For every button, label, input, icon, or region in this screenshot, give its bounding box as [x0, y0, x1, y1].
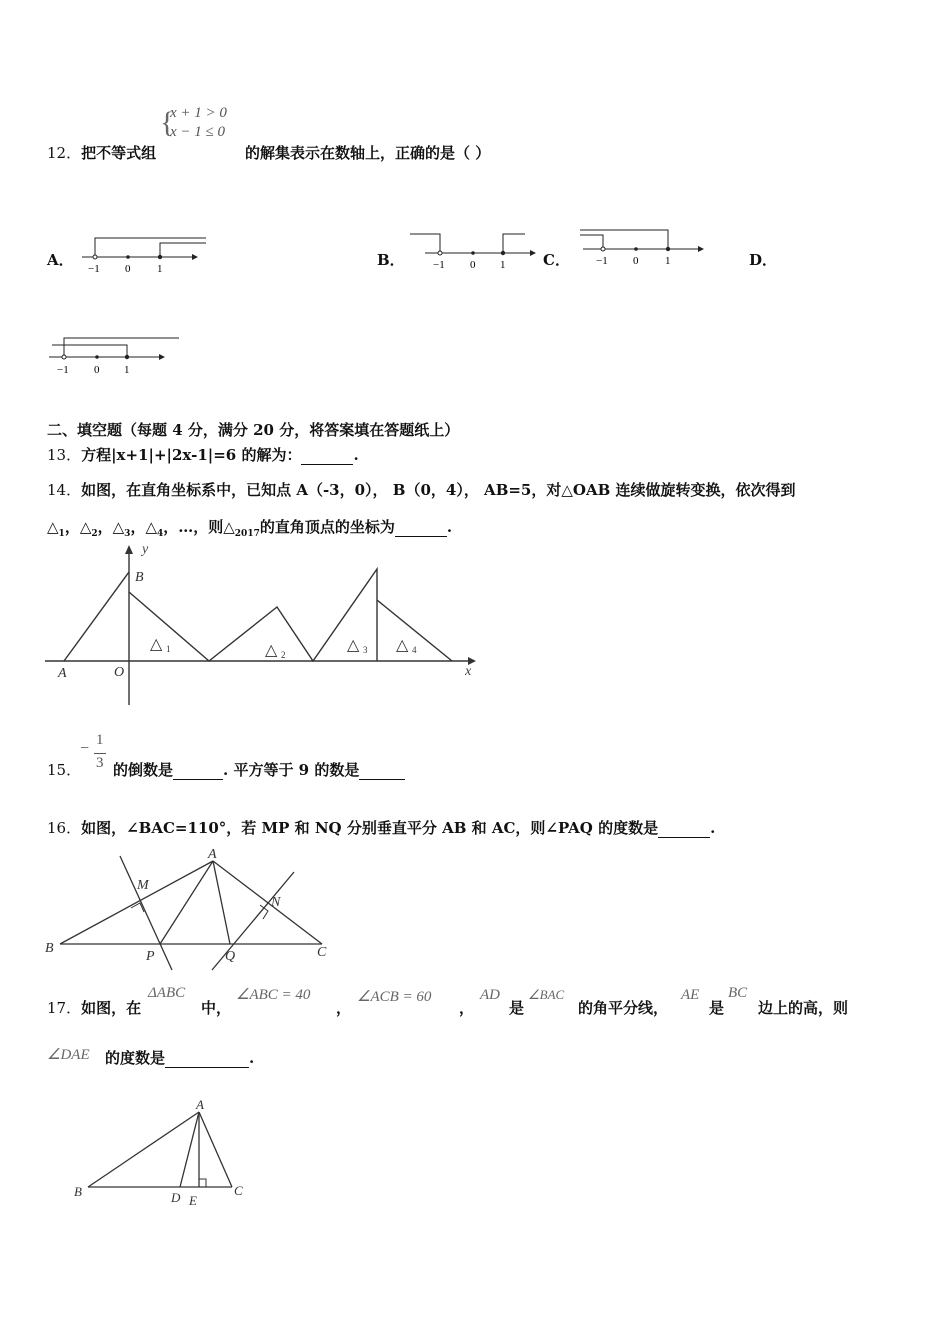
svg-text:1: 1 — [665, 255, 671, 267]
q14-line2: $\triangle_1$，$\triangle_2$，$\triangle_3$，$\triangle_4$，…，则$\triangle_{2017}$的直角顶点的坐标为 . — [47, 518, 453, 539]
fig14-x-label: x — [465, 664, 472, 679]
q12-option-c-label: C． — [543, 251, 570, 269]
q15-blank-1[interactable] — [173, 761, 223, 780]
fig17-point-e: E — [189, 1193, 197, 1208]
section2-heading: 二、填空题（每题 4 分，满分 20 分，将答案填在答题纸上） — [47, 421, 460, 439]
q15-number: 15． — [47, 761, 82, 779]
svg-text:0: 0 — [94, 364, 100, 376]
q13-number: 13． — [47, 446, 82, 464]
q15-fraction: − 1 3 — [80, 732, 112, 778]
q17-math-ae: AE — [681, 987, 700, 1003]
q17-math-angle-bac: ∠BAC — [528, 987, 565, 1002]
q13-line: 13．方程|x+1|+|2x-1|=6 的解为： . — [47, 446, 359, 464]
q17-math-angle-dae: ∠DAE — [47, 1047, 90, 1063]
fig17-point-b: B — [74, 1184, 82, 1199]
fig14-tri1: △ — [150, 636, 163, 653]
fig16-point-m: M — [137, 878, 149, 893]
svg-text:1: 1 — [124, 364, 130, 376]
q17-line1-start: 17．如图，在 — [47, 999, 142, 1017]
q12-option-c-numberline — [578, 224, 708, 268]
svg-text:1: 1 — [166, 644, 171, 654]
fig14-point-a: A — [58, 666, 67, 681]
fig14-y-label: y — [142, 542, 149, 557]
q12-option-b-label: B． — [377, 251, 405, 269]
q12-ineq-top: x + 1 > 0 — [170, 105, 227, 121]
q12-line — [47, 142, 156, 163]
fig14-tri2: △ — [265, 642, 278, 659]
q12-option-a-label: A． — [47, 251, 74, 269]
q12-brace-icon: { — [160, 106, 175, 139]
q17-answer-blank[interactable] — [165, 1049, 249, 1068]
svg-text:2: 2 — [281, 650, 286, 660]
q14-figure — [40, 540, 480, 710]
fig14-tri3: △ — [347, 637, 360, 654]
tick-0: 0 — [125, 263, 131, 275]
svg-text:1: 1 — [500, 259, 506, 271]
q17-math-angle-abc: ∠ABC = 40 — [236, 987, 311, 1003]
q17-line2: 的度数是 . — [105, 1049, 255, 1067]
q12-lead: 把不等式组 — [81, 144, 157, 162]
q12-tail: 的解集表示在数轴上，正确的是（ ） — [245, 144, 491, 162]
q13-text: 方程|x+1|+|2x-1|=6 的解为： — [81, 446, 302, 464]
q12-inequality-system — [160, 104, 227, 142]
svg-text:0: 0 — [633, 255, 639, 267]
svg-text:−1: −1 — [596, 255, 608, 267]
q17-math-ad: AD — [480, 987, 500, 1003]
q15-blank-2[interactable] — [359, 761, 405, 780]
q14-text-1: 如图，在直角坐标系中，已知点 A（-3，0）， B（0，4）， AB=5，对△OAB 连续做旋转变换，依次得到 — [81, 481, 796, 499]
svg-text:−1: −1 — [57, 364, 69, 376]
svg-text:4: 4 — [412, 645, 417, 655]
q12-ineq-bottom: x − 1 ≤ 0 — [170, 124, 226, 140]
fig16-point-a: A — [208, 847, 217, 862]
fig14-tri4: △ — [396, 637, 409, 654]
q14-line1 — [47, 479, 796, 500]
q17-figure — [70, 1092, 260, 1210]
fig14-point-o: O — [114, 665, 125, 680]
fig16-point-p: P — [146, 949, 155, 964]
tick-1: 1 — [157, 263, 163, 275]
svg-text:−1: −1 — [433, 259, 445, 271]
q12-option-d-numberline — [47, 332, 187, 378]
svg-text:0: 0 — [470, 259, 476, 271]
svg-text:3: 3 — [363, 645, 368, 655]
fig16-point-c: C — [317, 945, 327, 960]
q17-math-angle-acb: ∠ACB = 60 — [357, 989, 432, 1005]
q16-answer-blank[interactable] — [658, 819, 710, 838]
q14-number: 14． — [47, 481, 82, 499]
fig16-point-q: Q — [225, 949, 236, 964]
q12-option-d-label: D． — [749, 251, 778, 269]
q16-figure — [40, 842, 340, 977]
q12-option-b-numberline — [405, 228, 545, 272]
fig17-point-d: D — [171, 1190, 181, 1205]
tick-neg1: −1 — [88, 263, 100, 275]
fig16-point-b: B — [45, 941, 54, 956]
q12-number: 12． — [47, 144, 82, 162]
q15-line: 的倒数是 . 平方等于 9 的数是 — [113, 759, 405, 780]
q17-math-triangle: ΔABC — [148, 985, 186, 1001]
q14-answer-blank[interactable] — [395, 518, 447, 537]
q13-answer-blank[interactable] — [301, 446, 353, 465]
fig16-point-n: N — [271, 895, 281, 910]
q17-math-bc: BC — [728, 985, 748, 1001]
fig14-point-b: B — [135, 570, 144, 585]
q16-line: 16．如图，∠BAC=110°，若 MP 和 NQ 分别垂直平分 AB 和 AC，则∠PAQ 的度数是 . — [47, 819, 716, 837]
fig17-point-a: A — [196, 1097, 204, 1112]
fig17-point-c: C — [234, 1183, 243, 1198]
q12-option-a-numberline — [80, 232, 210, 276]
